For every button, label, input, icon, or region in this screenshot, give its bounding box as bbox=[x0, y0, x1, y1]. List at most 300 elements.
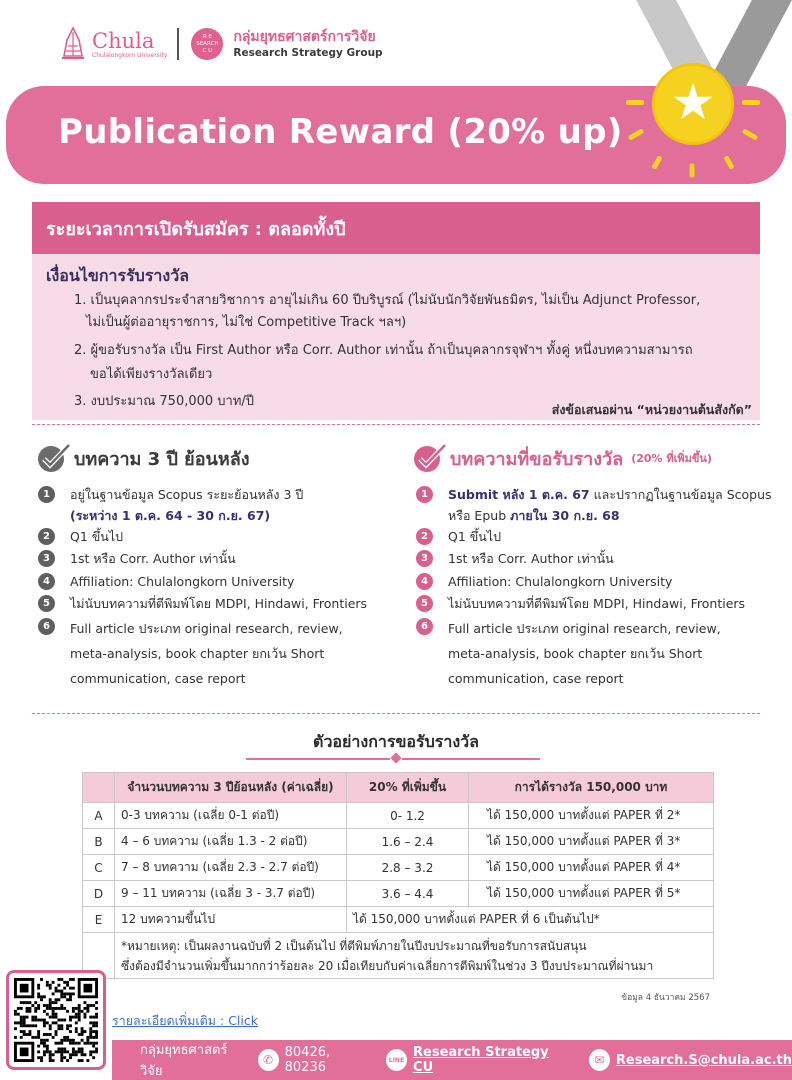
table-header bbox=[83, 773, 115, 803]
qr-module bbox=[28, 1010, 31, 1013]
qr-module bbox=[37, 995, 40, 998]
qr-module bbox=[34, 1036, 37, 1039]
qr-module bbox=[84, 1030, 87, 1033]
table-row bbox=[83, 881, 714, 907]
qr-module bbox=[63, 995, 66, 998]
qr-module bbox=[37, 1056, 40, 1059]
qr-module bbox=[49, 984, 52, 987]
qr-module bbox=[52, 1036, 55, 1039]
qr-module bbox=[46, 1021, 49, 1024]
qr-module bbox=[46, 1013, 49, 1016]
item-text: 1st หรือ Corr. Author เท่านั้น bbox=[448, 551, 614, 566]
cell-count: 9 – 11 บทความ (เฉลี่ย 3 - 3.7 ต่อปี) bbox=[115, 881, 347, 907]
qr-module bbox=[46, 981, 49, 984]
table-row bbox=[83, 803, 714, 829]
qr-module bbox=[92, 1045, 95, 1048]
qr-module bbox=[49, 1059, 52, 1062]
qr-module bbox=[66, 992, 69, 995]
left-item-6 bbox=[38, 616, 370, 691]
qr-module bbox=[28, 1001, 31, 1004]
qr-module bbox=[63, 992, 66, 995]
number-badge: 2 bbox=[38, 528, 55, 545]
row-label: A bbox=[83, 803, 115, 829]
qr-module bbox=[52, 1016, 55, 1019]
qr-module bbox=[75, 1021, 78, 1024]
qr-module bbox=[92, 1030, 95, 1033]
qr-module bbox=[49, 1024, 52, 1027]
qr-module bbox=[49, 1033, 52, 1036]
qr-module bbox=[69, 1042, 72, 1045]
qr-module bbox=[66, 1050, 69, 1053]
qr-module bbox=[40, 1039, 43, 1042]
qr-module bbox=[26, 1024, 29, 1027]
number-badge: 6 bbox=[38, 618, 55, 635]
qr-module bbox=[78, 1007, 81, 1010]
title-underline bbox=[246, 758, 390, 760]
footer-email-link[interactable]: Research.S@chula.ac.th bbox=[615, 1052, 792, 1068]
qr-module bbox=[34, 1016, 37, 1019]
qr-module bbox=[75, 1030, 78, 1033]
qr-module bbox=[66, 1027, 69, 1030]
qr-module bbox=[63, 1007, 66, 1010]
cell-count: 7 – 8 บทความ (เฉลี่ย 2.3 - 2.7 ต่อปี) bbox=[115, 855, 347, 881]
qr-module bbox=[75, 1027, 78, 1030]
qr-module bbox=[78, 1048, 81, 1051]
qr-module bbox=[66, 1024, 69, 1027]
qr-module bbox=[43, 1024, 46, 1027]
number-badge: 5 bbox=[38, 595, 55, 612]
right-item-5 bbox=[416, 593, 792, 614]
qr-module bbox=[43, 1019, 46, 1022]
qr-module bbox=[40, 998, 43, 1001]
qr-module bbox=[57, 1048, 60, 1051]
number-badge: 1 bbox=[38, 486, 55, 503]
cell-count: 12 บทความขึ้นไป bbox=[115, 907, 347, 933]
qr-module bbox=[57, 1042, 60, 1045]
qr-module bbox=[63, 1056, 66, 1059]
number-badge: 2 bbox=[416, 528, 433, 545]
qr-module bbox=[60, 1053, 63, 1056]
qr-module bbox=[28, 1024, 31, 1027]
medal-ray bbox=[690, 164, 695, 178]
right-column-subtitle: (20% ที่เพิ่มขึ้น) bbox=[631, 452, 712, 465]
qr-module bbox=[34, 1024, 37, 1027]
qr-module bbox=[86, 1007, 89, 1010]
qr-module bbox=[95, 1030, 98, 1033]
qr-module bbox=[37, 1033, 40, 1036]
qr-module bbox=[52, 981, 55, 984]
qr-module bbox=[75, 1013, 78, 1016]
table-header-row bbox=[83, 773, 714, 803]
qr-module bbox=[95, 1050, 98, 1053]
right-column-title bbox=[412, 442, 712, 474]
number-badge: 5 bbox=[416, 595, 433, 612]
qr-module bbox=[20, 1016, 23, 1019]
cell-count: 0-3 บทความ (เฉลี่ย 0-1 ต่อปี) bbox=[115, 803, 347, 829]
qr-module bbox=[52, 1013, 55, 1016]
qr-module bbox=[28, 1030, 31, 1033]
qr-module bbox=[92, 1021, 95, 1024]
qr-module bbox=[89, 1004, 92, 1007]
qr-module bbox=[60, 1048, 63, 1051]
qr-module bbox=[17, 1013, 20, 1016]
qr-module bbox=[95, 1036, 98, 1039]
item-text: Q1 ขึ้นไป bbox=[448, 529, 502, 544]
qr-module bbox=[31, 1024, 34, 1027]
example-table bbox=[82, 772, 714, 979]
qr-module bbox=[75, 1053, 78, 1056]
qr-module bbox=[69, 992, 72, 995]
qr-module bbox=[86, 1004, 89, 1007]
qr-module bbox=[52, 1021, 55, 1024]
qr-module bbox=[49, 1050, 52, 1053]
condition-item: 1. เป็นบุคลากรประจำสายวิชาการ อายุไม่เกิน 60 ปีบริบูรณ์ (ไม่นับนักวิจัยพันธมิตร, ไม่เป็น Adjunct Professor, bbox=[74, 293, 701, 308]
item-text: และปรากฏในฐานข้อมูล Scopus bbox=[589, 487, 772, 502]
qr-module bbox=[57, 1050, 60, 1053]
qr-module bbox=[43, 1050, 46, 1053]
qr-module bbox=[34, 1019, 37, 1022]
qr-module bbox=[26, 1007, 29, 1010]
number-badge: 1 bbox=[416, 486, 433, 503]
qr-module bbox=[69, 1039, 72, 1042]
qr-module bbox=[31, 1019, 34, 1022]
qr-module bbox=[40, 1056, 43, 1059]
row-label: C bbox=[83, 855, 115, 881]
right-item-3 bbox=[416, 548, 768, 569]
footer bbox=[112, 1040, 792, 1080]
qr-module bbox=[57, 1019, 60, 1022]
qr-module bbox=[23, 1019, 26, 1022]
right-item-4 bbox=[416, 571, 768, 592]
qr-module bbox=[55, 990, 58, 993]
condition-item: ไม่เป็นผู้ต่ออายุราชการ, ไม่ใช่ Competitive Track ฯลฯ) bbox=[86, 315, 407, 330]
chula-emblem-icon bbox=[58, 26, 88, 62]
qr-module bbox=[69, 978, 72, 981]
qr-module bbox=[63, 1048, 66, 1051]
qr-module bbox=[60, 1019, 63, 1022]
qr-module bbox=[60, 1039, 63, 1042]
check-icon bbox=[36, 442, 72, 474]
cell-award: ได้ 150,000 บาทตั้งแต่ PAPER ที่ 5* bbox=[469, 881, 714, 907]
qr-module bbox=[46, 1039, 49, 1042]
qr-module bbox=[55, 1030, 58, 1033]
more-details-link[interactable]: รายละเอียดเพิ่มเติม : Click bbox=[112, 1013, 258, 1028]
qr-module bbox=[69, 987, 72, 990]
qr-module bbox=[37, 1019, 40, 1022]
qr-module bbox=[23, 1016, 26, 1019]
org-name-en: Research Strategy Group bbox=[233, 47, 383, 59]
cell-pct: 1.6 – 2.4 bbox=[347, 829, 469, 855]
qr-module bbox=[66, 1010, 69, 1013]
qr-module bbox=[14, 1027, 17, 1030]
qr-module bbox=[40, 995, 43, 998]
qr-module bbox=[95, 1016, 98, 1019]
qr-module bbox=[52, 1010, 55, 1013]
right-item-1 bbox=[416, 484, 788, 526]
qr-module bbox=[72, 1042, 75, 1045]
number-badge: 4 bbox=[416, 573, 433, 590]
star-icon: ★ bbox=[670, 73, 716, 131]
left-item-5 bbox=[38, 593, 390, 614]
qr-module bbox=[55, 1016, 58, 1019]
qr-module bbox=[28, 1007, 31, 1010]
qr-module bbox=[81, 1048, 84, 1051]
footer-phone: 80426, 80236 bbox=[284, 1045, 331, 1075]
qr-module bbox=[69, 1016, 72, 1019]
qr-module bbox=[20, 1024, 23, 1027]
qr-module bbox=[81, 1059, 84, 1062]
qr-module bbox=[23, 1024, 26, 1027]
qr-module bbox=[81, 1027, 84, 1030]
qr-module bbox=[78, 1010, 81, 1013]
qr-module bbox=[20, 1021, 23, 1024]
qr-module bbox=[55, 987, 58, 990]
qr-module bbox=[40, 1042, 43, 1045]
left-item-4 bbox=[38, 571, 390, 592]
qr-module bbox=[92, 1050, 95, 1053]
qr-module bbox=[63, 1019, 66, 1022]
qr-module bbox=[89, 1027, 92, 1030]
qr-module bbox=[89, 1036, 92, 1039]
divider bbox=[32, 713, 760, 714]
qr-module bbox=[23, 1021, 26, 1024]
chula-subtitle: Chulalongkorn University bbox=[92, 51, 168, 59]
qr-module bbox=[86, 1036, 89, 1039]
qr-module bbox=[95, 1007, 98, 1010]
table-row bbox=[83, 907, 714, 933]
item-text: Q1 ขึ้นไป bbox=[70, 529, 124, 544]
table-row bbox=[83, 829, 714, 855]
qr-module bbox=[20, 1030, 23, 1033]
qr-module bbox=[57, 1024, 60, 1027]
qr-module bbox=[60, 1056, 63, 1059]
qr-module bbox=[43, 1021, 46, 1024]
qr-module bbox=[43, 1033, 46, 1036]
qr-module bbox=[14, 1036, 17, 1039]
qr-module bbox=[40, 1059, 43, 1062]
cell-award: ได้ 150,000 บาทตั้งแต่ PAPER ที่ 4* bbox=[469, 855, 714, 881]
qr-module bbox=[31, 1004, 34, 1007]
qr-module bbox=[92, 1042, 95, 1045]
qr-module bbox=[37, 1004, 40, 1007]
qr-module bbox=[66, 981, 69, 984]
qr-module bbox=[72, 1016, 75, 1019]
qr-module bbox=[40, 1019, 43, 1022]
qr-module bbox=[52, 992, 55, 995]
note-line: ซึ่งต้องมีจำนวนเพิ่มขึ้นมากกว่าร้อยละ 20 เมื่อเทียบกับค่าเฉลี่ยการตีพิมพ์ในช่วง 3 ปีงบประมาณที่ผ่านมา bbox=[121, 958, 654, 973]
qr-module bbox=[84, 1007, 87, 1010]
qr-module bbox=[78, 1050, 81, 1053]
qr-module bbox=[60, 1042, 63, 1045]
qr-module bbox=[14, 1010, 17, 1013]
qr-module bbox=[66, 1059, 69, 1062]
qr-module bbox=[20, 1019, 23, 1022]
qr-module bbox=[92, 1004, 95, 1007]
qr-module bbox=[14, 1013, 17, 1016]
qr-module bbox=[37, 1030, 40, 1033]
qr-module bbox=[89, 1050, 92, 1053]
qr-module bbox=[43, 1004, 46, 1007]
header bbox=[58, 22, 383, 66]
qr-module bbox=[95, 1001, 98, 1004]
qr-module bbox=[78, 1059, 81, 1062]
qr-module bbox=[63, 981, 66, 984]
item-text: หรือ Epub bbox=[448, 508, 511, 523]
qr-finder bbox=[84, 984, 93, 993]
row-label: B bbox=[83, 829, 115, 855]
table-header: การได้รางวัล 150,000 บาท bbox=[469, 773, 714, 803]
cell-award: ได้ 150,000 บาทตั้งแต่ PAPER ที่ 3* bbox=[469, 829, 714, 855]
qr-module bbox=[52, 1007, 55, 1010]
table-row bbox=[83, 855, 714, 881]
item-text: Full article ประเภท original research, review, meta-analysis, book chapter ยกเว้น Short communication, case report bbox=[70, 621, 343, 686]
right-item-2 bbox=[416, 526, 768, 547]
line-icon: LINE bbox=[386, 1049, 407, 1071]
row-label: E bbox=[83, 907, 115, 933]
qr-module bbox=[43, 1045, 46, 1048]
qr-module bbox=[37, 1007, 40, 1010]
item-text: Affiliation: Chulalongkorn University bbox=[70, 574, 295, 589]
qr-module bbox=[60, 1007, 63, 1010]
chula-wordmark: Chula bbox=[92, 28, 155, 53]
qr-module bbox=[37, 1045, 40, 1048]
qr-module bbox=[28, 1033, 31, 1036]
qr-module bbox=[86, 1010, 89, 1013]
item-submit-date: Submit หลัง 1 ต.ค. 67 bbox=[448, 487, 590, 502]
cell-pct: 2.8 – 3.2 bbox=[347, 855, 469, 881]
qr-module bbox=[69, 1024, 72, 1027]
cell-count: 4 – 6 บทความ (เฉลี่ย 1.3 - 2 ต่อปี) bbox=[115, 829, 347, 855]
qr-module bbox=[46, 1048, 49, 1051]
qr-module bbox=[57, 1007, 60, 1010]
qr-module bbox=[20, 1001, 23, 1004]
org-name-th: กลุ่มยุทธศาสตร์การวิจัย bbox=[233, 29, 376, 45]
qr-module bbox=[46, 1004, 49, 1007]
qr-module bbox=[60, 1027, 63, 1030]
qr-module bbox=[69, 1056, 72, 1059]
qr-module bbox=[60, 992, 63, 995]
qr-module bbox=[20, 1007, 23, 1010]
note-line: *หมายเหตุ: เป็นผลงานฉบับที่ 2 เป็นต้นไป ที่ตีพิมพ์ภายในปีงบประมาณที่ขอรับการสนับสนุน bbox=[121, 938, 587, 953]
qr-module bbox=[57, 984, 60, 987]
item-date-range: (ระหว่าง 1 ต.ค. 64 - 30 ก.ย. 67) bbox=[70, 508, 271, 523]
qr-module bbox=[75, 1050, 78, 1053]
qr-module bbox=[52, 1001, 55, 1004]
qr-module bbox=[37, 1036, 40, 1039]
row-label: D bbox=[83, 881, 115, 907]
qr-module bbox=[69, 1030, 72, 1033]
qr-module bbox=[49, 1027, 52, 1030]
qr-module bbox=[84, 1016, 87, 1019]
qr-module bbox=[49, 1053, 52, 1056]
qr-module bbox=[95, 1021, 98, 1024]
qr-module bbox=[14, 1021, 17, 1024]
left-item-1 bbox=[38, 484, 390, 526]
qr-module bbox=[60, 978, 63, 981]
qr-module bbox=[75, 1016, 78, 1019]
cell-pct: 0- 1.2 bbox=[347, 803, 469, 829]
qr-module bbox=[84, 1001, 87, 1004]
qr-code-icon bbox=[14, 978, 98, 1062]
qr-module bbox=[89, 1033, 92, 1036]
qr-module bbox=[52, 1059, 55, 1062]
qr-module bbox=[72, 1048, 75, 1051]
condition-item: 3. งบประมาณ 750,000 บาท/ปี bbox=[74, 394, 255, 409]
qr-module bbox=[57, 998, 60, 1001]
number-badge: 4 bbox=[38, 573, 55, 590]
qr-module bbox=[72, 978, 75, 981]
qr-module bbox=[60, 1050, 63, 1053]
header-divider bbox=[177, 28, 179, 60]
qr-module bbox=[57, 978, 60, 981]
qr-module bbox=[66, 1039, 69, 1042]
qr-module bbox=[43, 1042, 46, 1045]
qr-module bbox=[78, 1016, 81, 1019]
qr-module bbox=[78, 1019, 81, 1022]
right-item-6 bbox=[416, 616, 758, 691]
qr-module bbox=[84, 1042, 87, 1045]
qr-module bbox=[60, 1004, 63, 1007]
qr-module bbox=[84, 1053, 87, 1056]
qr-module bbox=[81, 1053, 84, 1056]
qr-finder bbox=[20, 984, 29, 993]
example-title: ตัวอย่างการขอรับรางวัล bbox=[313, 732, 479, 751]
qr-module bbox=[60, 1059, 63, 1062]
qr-module bbox=[78, 1042, 81, 1045]
qr-module bbox=[63, 987, 66, 990]
item-deadline: ภายใน 30 ก.ย. 68 bbox=[510, 508, 620, 523]
qr-module bbox=[37, 992, 40, 995]
qr-module bbox=[34, 1010, 37, 1013]
qr-module bbox=[55, 1013, 58, 1016]
qr-finder bbox=[20, 1048, 29, 1057]
qr-module bbox=[81, 1010, 84, 1013]
check-icon bbox=[412, 442, 448, 474]
qr-module bbox=[69, 998, 72, 1001]
qr-module bbox=[63, 1039, 66, 1042]
qr-module bbox=[69, 995, 72, 998]
application-period-bar bbox=[32, 202, 760, 254]
qr-module bbox=[72, 1039, 75, 1042]
badge-line: R E bbox=[202, 33, 212, 40]
medal-icon bbox=[652, 63, 734, 145]
qr-module bbox=[17, 1021, 20, 1024]
qr-module bbox=[34, 1007, 37, 1010]
qr-module bbox=[55, 998, 58, 1001]
submission-note: ส่งข้อเสนอผ่าน “หน่วยงานต้นสังกัด” bbox=[551, 402, 752, 417]
qr-module bbox=[66, 1036, 69, 1039]
qr-module bbox=[34, 1001, 37, 1004]
footer-line-link[interactable]: Research Strategy CU bbox=[413, 1045, 549, 1075]
qr-module bbox=[81, 1039, 84, 1042]
qr-module bbox=[72, 1007, 75, 1010]
application-period: ระยะเวลาการเปิดรับสมัคร : ตลอดทั้งปี bbox=[46, 218, 346, 240]
condition-item: ขอได้เพียงรางวัลเดียว bbox=[90, 367, 213, 382]
table-header: 20% ที่เพิ่มขึ้น bbox=[347, 773, 469, 803]
qr-code[interactable] bbox=[6, 970, 106, 1070]
qr-module bbox=[23, 1001, 26, 1004]
medal-ray bbox=[742, 100, 760, 105]
qr-module bbox=[55, 1007, 58, 1010]
qr-module bbox=[57, 1027, 60, 1030]
qr-module bbox=[69, 1019, 72, 1022]
qr-module bbox=[23, 1033, 26, 1036]
qr-module bbox=[26, 1010, 29, 1013]
item-text: ไม่นับบทความที่ตีพิมพ์โดย MDPI, Hindawi, Frontiers bbox=[70, 596, 368, 611]
qr-module bbox=[89, 1021, 92, 1024]
qr-module bbox=[49, 1007, 52, 1010]
table-note-row bbox=[83, 933, 714, 979]
